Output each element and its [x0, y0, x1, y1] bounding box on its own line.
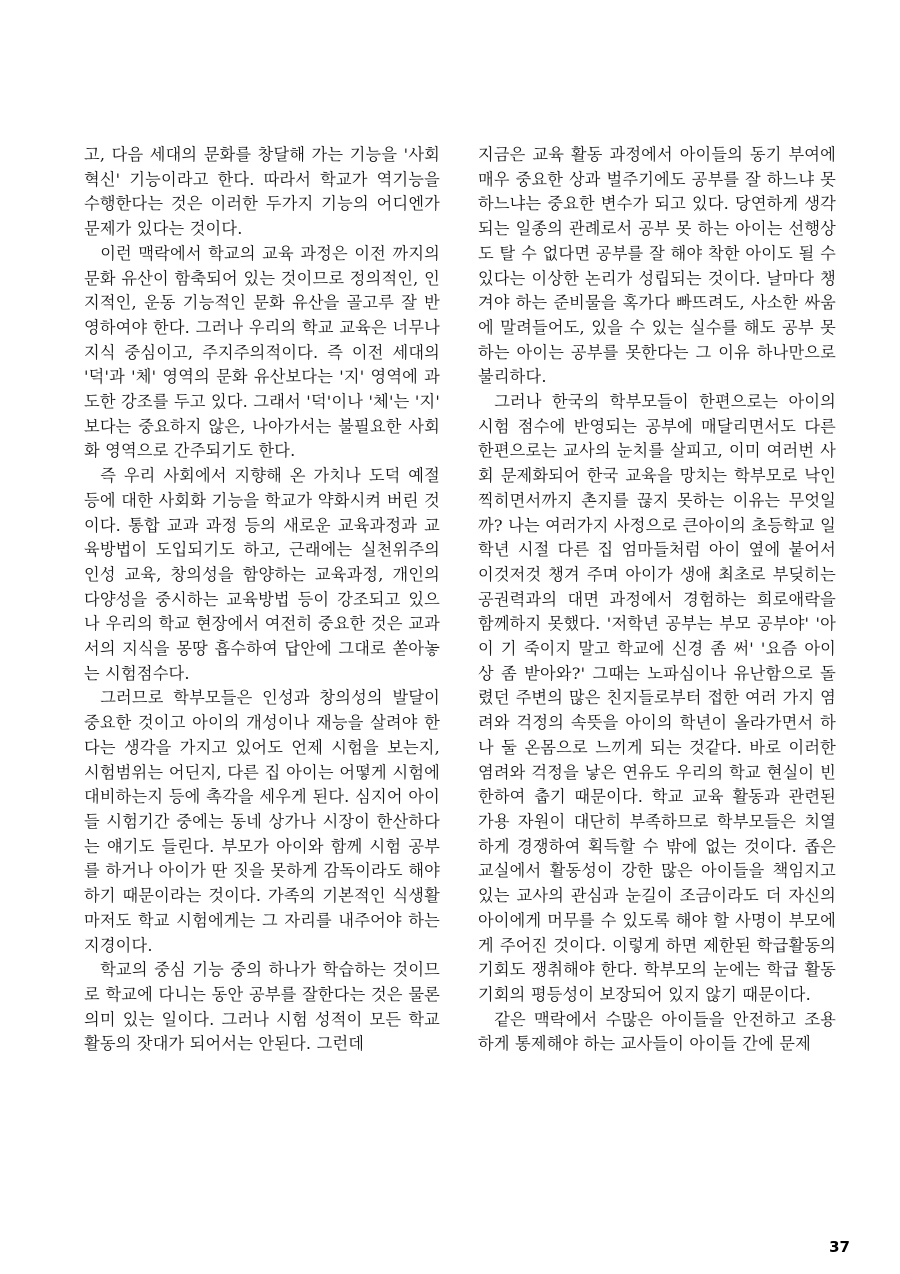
paragraph: 같은 맥락에서 수많은 아이들을 안전하고 조용하게 통제해야 하는 교사들이 아이들 간에 문제 [478, 1009, 836, 1054]
paragraph: 그러므로 학부모들은 인성과 창의성의 발달이 중요한 것이고 아이의 개성이나 재능을 살려야 한다는 생각을 가지고 있어도 언제 시험을 보는지, 시험범위는 어딘지, 다른 집 아이는 어떻게 시험에 대비하는지 등에 촉각을 세우게 된다. 심지어 아이들 시험기간 중에는 동네 상가나 시장이 한산하다는 얘기도 들린다. 부모가 아이와 함께 시험 공부를 하거나 아이가 딴 짓을 못하게 감독이라도 해야 하기 때문이라는 것이다. 가족의 기본적인 식생활마저도 학교 시험에게는 그 자리를 내주어야 하는 지경이다. [84, 688, 440, 955]
paragraph: 그러나 한국의 학부모들이 한편으로는 아이의 시험 점수에 반영되는 공부에 매달리면서도 다른 한편으로는 교사의 눈치를 살피고, 이미 여러번 사회 문제화되어 한국 교육을 망치는 학부모로 낙인 찍히면서까지 촌지를 끊지 못하는 이유는 무엇일까? 나는 여러가지 사정으로 큰아이의 초등학교 일학년 시절 다른 집 엄마들처럼 아이 옆에 붙어서 이것저것 챙겨 주며 아이가 생애 최초로 부딪히는 공권력과의 대면 과정에서 경험하는 희로애락을 함께하지 못했다. '저학년 공부는 부모 공부야' '아이 기 죽이지 말고 학교에 신경 좀 써' '요즘 아이 상 좀 받아와?' 그때는 노파심이나 유난함으로 돌렸던 주변의 많은 친지들로부터 접한 여러 가지 염려와 걱정의 속뜻을 아이의 학년이 올라가면서 하나 둘 온몸으로 느끼게 되는 것같다. 바로 이러한 염려와 걱정을 낳은 연유도 우리의 학교 현실이 빈한하여 춥기 때문이다. 학교 교육 활동과 관련된 가용 자원이 대단히 부족하므로 학부모들은 치열하게 경쟁하여 획득할 수 밖에 없는 것이다. 좁은 교실에서 활동성이 강한 많은 아이들을 책임지고 있는 교사의 관심과 눈길이 조금이라도 더 자신의 아이에게 머무를 수 있도록 해야 할 사명이 부모에게 주어진 것이다. 이렇게 하면 제한된 학급활동의 기회도 쟁취해야 한다. 학부모의 눈에는 학급 활동 기회의 평등성이 보장되어 있지 않기 때문이다. [478, 392, 836, 1004]
paragraph: 이런 맥락에서 학교의 교육 과정은 이전 까지의 문화 유산이 함축되어 있는 것이므로 정의적인, 인지적인, 운동 기능적인 문화 유산을 골고루 잘 반영하여야 한다. 그러나 우리의 학교 교육은 너무나 지식 중심이고, 주지주의적이다. 즉 이전 세대의 '덕'과 '체' 영역의 문화 유산보다는 '지' 영역에 과도한 강조를 두고 있다. 그래서 '덕'이나 '체'는 '지' 보다는 중요하지 않은, 나아가서는 불필요한 사회화 영역으로 간주되기도 한다. [84, 243, 440, 461]
left-column [84, 143, 440, 1057]
paragraph: 즉 우리 사회에서 지향해 온 가치나 도덕 예절 등에 대한 사회화 기능을 학교가 약화시켜 버린 것이다. 통합 교과 과정 등의 새로운 교육과정과 교육방법이 도입되기도 하고, 근래에는 실천위주의 인성 교육, 창의성을 함양하는 교육과정, 개인의 다양성을 중시하는 교육방법 등이 강조되고 있으나 우리의 학교 현장에서 여전히 중요한 것은 교과서의 지식을 몽땅 흡수하여 답안에 그대로 쏟아놓는 시험점수다. [84, 466, 440, 683]
page-number: 37 [829, 1238, 850, 1256]
paragraph: 지금은 교육 활동 과정에서 아이들의 동기 부여에 매우 중요한 상과 벌주기에도 공부를 잘 하느냐 못 하느냐는 중요한 변수가 되고 있다. 당연하게 생각되는 일종의 관례로서 공부 못 하는 아이는 선행상도 탈 수 없다면 공부를 잘 해야 착한 아이도 될 수 있다는 이상한 논리가 성립되는 것이다. 날마다 챙겨야 하는 준비물을 혹가다 빠뜨려도, 사소한 싸움에 말려들어도, 있을 수 있는 실수를 해도 공부 못 하는 아이는 공부를 못한다는 그 이유 하나만으로 불리하다. [478, 145, 836, 387]
paragraph: 고, 다음 세대의 문화를 창달해 가는 기능을 '사회 혁신' 기능이라고 한다. 따라서 학교가 역기능을 수행한다는 것은 이러한 두가지 기능의 어디엔가 문제가 있다는 것이다. [84, 145, 440, 239]
paragraph: 학교의 중심 기능 중의 하나가 학습하는 것이므로 학교에 다니는 동안 공부를 잘한다는 것은 물론 의미 있는 일이다. 그러나 시험 성적이 모든 학교 활동의 잣대가 되어서는 안된다. 그런데 [84, 960, 440, 1054]
right-column [478, 143, 836, 1057]
